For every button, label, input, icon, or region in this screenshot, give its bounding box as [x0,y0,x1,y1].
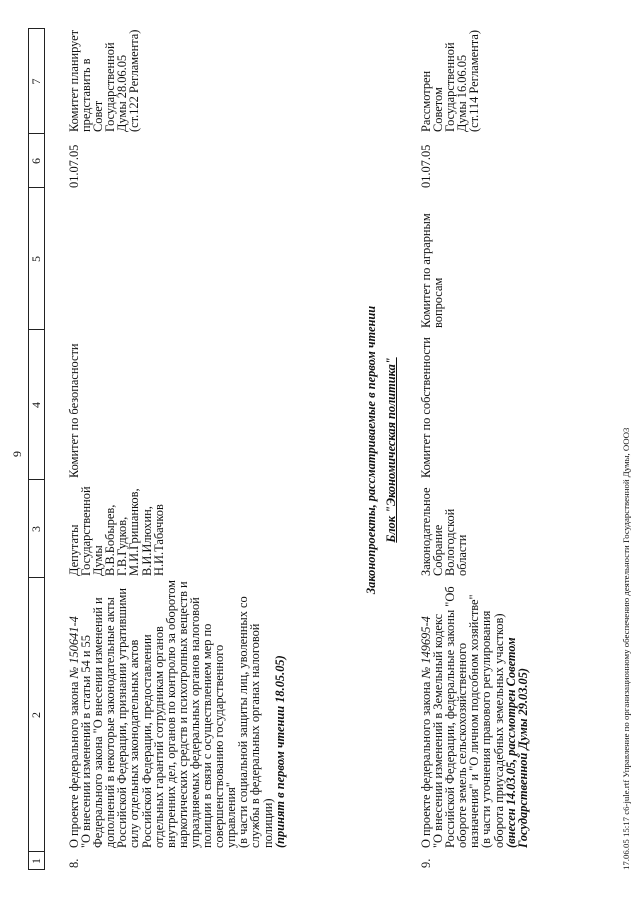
column-header-5: 5 [29,256,43,262]
header-rule-bottom [44,28,45,870]
bill-note: Рассмотрен Советом Государственной Думы 16.06.05 (ст.114 Регламента) [419,30,482,132]
column-header-4: 4 [29,402,43,408]
row-number: 8. [67,858,81,868]
bill-number: № 149695-4 [419,616,433,679]
page-footer: 17.06.05 15:17 c6-jule.rtf Управление по организационному обеспечению деятельности Государственной Думы, ООО3 [621,427,631,870]
bill-status: (принят в первом чтении 18.05.05) [272,655,287,848]
header-rule-top [28,28,29,870]
section-title: Законопроекты, рассматриваемые в первом чтении [364,305,378,595]
column-header-1: 1 [29,858,43,864]
bill-status: (внесен 14.03.05, рассмотрен Советом Государственной Думы 29.03.05) [503,637,530,848]
responsible-committee: Комитет по безопасности [67,343,81,478]
column-header-6: 6 [29,158,43,164]
bill-text: "О внесении изменений в статьи 54 и 55 Федерального закона "О внесении изменений и дополнений в некоторые законодательные акты Российской Федерации, признании утратившими силу отдельных законодательных актов Российской Федерации, предоставлении отдельных гарантий сотрудникам органов внутренних дел, органов по контролю за оборотом наркотических средств и психотропных веществ и упраздняемых федеральных органов налоговой полиции в связи с осуществлением мер по совершенствованию государственного управления" (в части социальной защиты лиц, уволенных со службы в федеральных органах налоговой полиции) [79,580,275,848]
bill-title-prefix: О проекте федерального закона [67,678,81,848]
bill-description [68,580,286,848]
bill-author: Законодательное Собрание Вологодской области [419,487,470,576]
column-header-2: 2 [29,712,43,718]
row-number: 9. [419,858,433,868]
column-header-3: 3 [29,526,43,532]
bill-number: № 150641-4 [67,616,81,679]
responsible-committee: Комитет по собственности [419,337,433,478]
bill-author: Депутаты Государственной Думы В.В.Бобырев, Г.В.Гудков, М.И.Гришанков, В.И.Илюхин, Н.И.Табачков [67,486,166,576]
bill-description [420,580,529,848]
bill-text: "О внесении изменений в Земельный кодекс Российской Федерации, федеральные законы "Об обороте земель сельскохозяйственного назначения" и "О личном подсобном хозяйстве" (в части уточнения правового регулирования оборота приусадебных земельных участков) [431,586,506,848]
block-title: Блок "Экономическая политика" [384,357,398,543]
bill-note: Комитет планирует представить в Совет Государственной Думы 28.06.05 (ст.122 Регламента) [67,29,142,132]
review-date: 01.07.05 [67,144,81,188]
bill-title-prefix: О проекте федерального закона [419,678,433,848]
review-date: 01.07.05 [419,144,433,188]
co-committee: Комитет по аграрным вопросам [419,213,446,328]
page-number: 9 [10,451,24,457]
column-header-7: 7 [29,78,43,85]
